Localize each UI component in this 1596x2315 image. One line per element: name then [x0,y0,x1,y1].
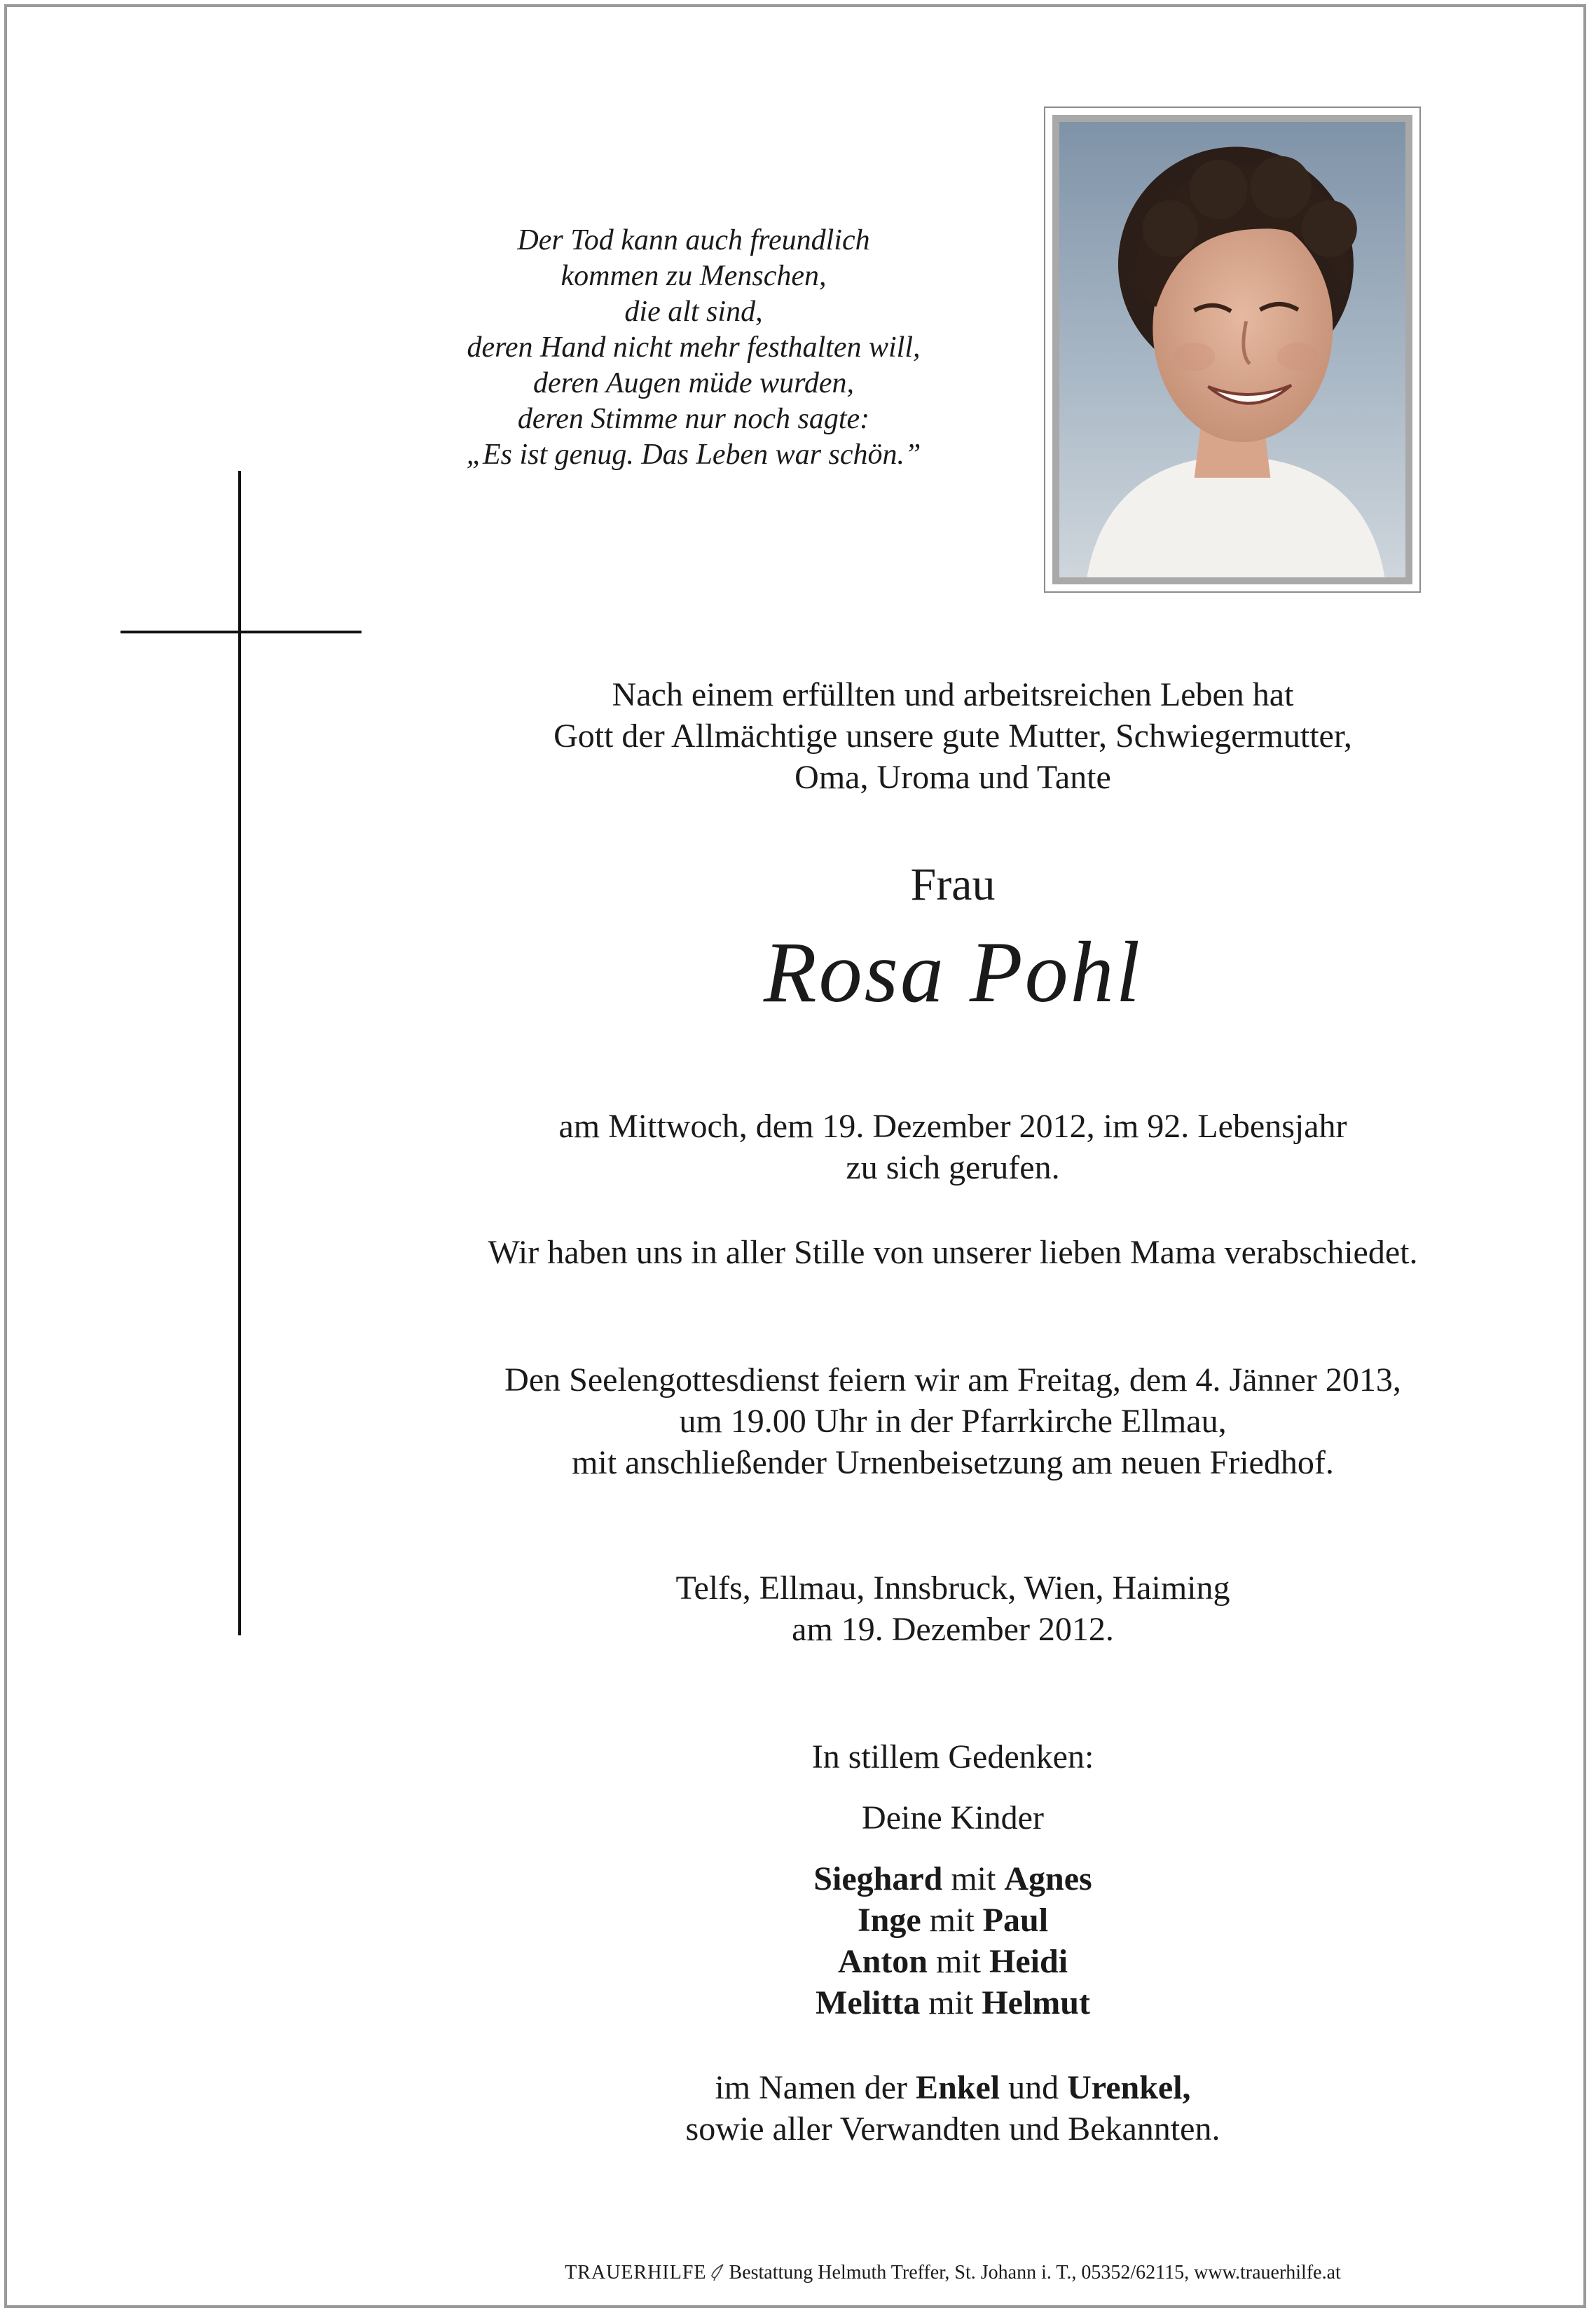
couple-row [392,1858,1513,1900]
couple-second: Paul [982,1902,1049,1939]
mourning-group-text: Deine Kinder [862,1799,1044,1836]
poem-line: „Es ist genug. Das Leben war schön.” [466,439,921,471]
children-list [392,1858,1513,2024]
footer-brand: TRAUERHILFE [565,2262,707,2283]
service-line: um 19.00 Uhr in der Pfarrkirche Ellmau, [679,1403,1227,1440]
closing-mid: und [1008,2069,1059,2106]
intro-text [392,674,1513,798]
closing-line [392,2067,1513,2108]
couple-second: Agnes [1004,1860,1092,1897]
death-line: am Mittwoch, dem 19. Dezember 2012, im 92. Lebensjahr [558,1108,1347,1145]
deceased-name: Rosa Pohl [763,924,1143,1020]
couple-connector: mit [929,1902,975,1939]
intro-line: Nach einem erfüllten und arbeitsreichen Leben hat [612,676,1294,713]
death-line: zu sich gerufen. [846,1149,1060,1186]
service-line: Den Seelengottesdienst feiern wir am Freitag, dem 4. Jänner 2013, [504,1361,1401,1399]
closing-line-2: sowie aller Verwandten und Bekannten. [685,2110,1220,2148]
mourning-heading-text: In stillem Gedenken: [811,1738,1094,1775]
latin-cross-icon [238,471,241,1635]
footer [392,2260,1513,2286]
poem-line: kommen zu Menschen, [560,260,827,292]
closing-grandchildren: Enkel [916,2069,1000,2106]
intro-line: Oma, Uroma und Tante [794,759,1111,796]
poem-line: Der Tod kann auch freundlich [517,224,870,256]
place-date [392,1567,1513,1650]
couple-connector: mit [951,1860,996,1897]
couple-first: Sieghard [813,1860,943,1897]
portrait-photo [1059,122,1405,577]
couple-first: Inge [857,1902,921,1939]
couple-connector: mit [936,1943,982,1980]
photo-mat [1052,115,1412,584]
death-notice [392,1106,1513,1188]
couple-second: Helmut [982,1984,1090,2021]
farewell-text [392,1232,1513,1273]
portrait-photo-frame [1044,107,1421,593]
couple-row [392,1982,1513,2024]
cross-crossbar [121,631,362,633]
poem-line: die alt sind, [624,296,763,328]
intro-line: Gott der Allmächtige unsere gute Mutter, Schwiegermutter, [553,717,1352,755]
poem-line: deren Augen müde wurden, [532,367,855,399]
couple-first: Melitta [816,1984,921,2021]
footer-details: Bestattung Helmuth Treffer, St. Johann i. T., 05352/62115, www.trauerhilfe.at [729,2262,1341,2283]
couple-second: Heidi [989,1943,1068,1980]
dove-icon [710,2262,725,2281]
couple-first: Anton [837,1943,928,1980]
poem-line: deren Hand nicht mehr festhalten will, [467,331,921,364]
portrait-illustration [1059,122,1405,577]
couple-row [392,1900,1513,1941]
couple-row [392,1941,1513,1982]
poem [392,223,995,473]
service-line: mit anschließender Urnenbeisetzung am neuen Friedhof. [572,1444,1334,1481]
closing-great-grandchildren: Urenkel, [1067,2069,1191,2106]
closing-text [392,2067,1513,2150]
places-line: Telfs, Ellmau, Innsbruck, Wien, Haiming [675,1569,1230,1607]
closing-pre: im Namen der [715,2069,908,2106]
mourning-heading [392,1736,1513,1778]
mourning-group [392,1797,1513,1839]
date-line: am 19. Dezember 2012. [792,1611,1114,1648]
salutation: Frau [910,859,996,910]
couple-connector: mit [928,1984,974,2021]
poem-line: deren Stimme nur noch sagte: [517,403,870,435]
farewell-line: Wir haben uns in aller Stille von unserer lieben Mama verabschiedet. [488,1234,1418,1271]
service-info [392,1359,1513,1483]
